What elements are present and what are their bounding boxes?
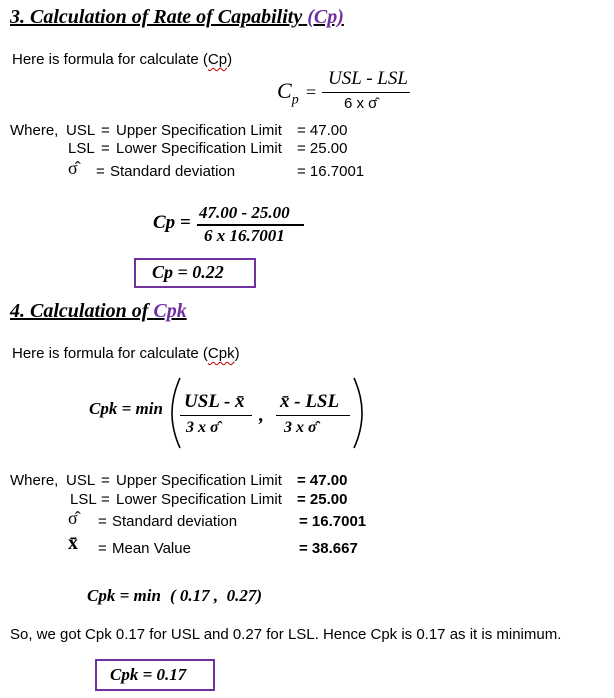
- cp-formula-numerator: USL - LSL: [328, 68, 408, 89]
- cpk-frac1-line: [180, 415, 252, 416]
- cp-calc-denominator: 6 x 16.7001: [204, 226, 285, 245]
- left-paren-icon: [162, 376, 184, 450]
- s4-def-sigma-eq: =: [98, 513, 107, 530]
- s3-def-sigma-value: = 16.7001: [297, 163, 365, 180]
- section3-heading-accent: (Cp): [307, 6, 344, 28]
- s4-def-mean-eq: =: [98, 540, 107, 557]
- cp-calc-lhs: Cp =: [153, 212, 191, 233]
- s3-def-usl-symbol: USL: [66, 122, 96, 139]
- s3-def-lsl-eq: =: [101, 140, 110, 157]
- cp-formula-fraction-line: [322, 92, 410, 93]
- section3-heading-text: 3. Calculation of Rate of Capability: [10, 6, 303, 28]
- s4-def-lsl-value: = 25.00: [297, 491, 348, 508]
- cpk-frac1-denominator: 3 x σ̂: [186, 419, 219, 436]
- s3-def-usl-value: = 47.00: [297, 122, 348, 139]
- section4-where-label: Where,: [10, 472, 59, 489]
- s3-def-usl-meaning: Upper Specification Limit: [116, 122, 282, 139]
- cpk-calc-values: ( 0.17 , 0.27): [170, 586, 263, 605]
- s3-def-lsl-value: = 25.00: [297, 140, 348, 157]
- section4-heading-accent: Cpk: [153, 300, 187, 322]
- cpk-frac2-line: [276, 415, 350, 416]
- cpk-result: Cpk = 0.17: [110, 665, 187, 684]
- s4-def-lsl-symbol: LSL: [70, 491, 97, 508]
- cp-formula-eq: =: [306, 82, 317, 102]
- s3-def-lsl-symbol: LSL: [68, 140, 95, 157]
- cpk-frac1-numerator: USL - x̄: [184, 391, 245, 412]
- cp-formula-lhs-c: C: [277, 78, 292, 103]
- s4-def-usl-value: = 47.00: [297, 472, 348, 489]
- s4-def-usl-symbol: USL: [66, 472, 96, 489]
- cpk-frac2-numerator: x̄ - LSL: [280, 391, 340, 412]
- s4-def-sigma-value: = 16.7001: [299, 513, 367, 530]
- section3-intro-suffix: ): [227, 51, 233, 68]
- cp-formula-denominator: 6 x σ̂: [344, 95, 378, 112]
- s4-def-usl-meaning: Upper Specification Limit: [116, 472, 282, 489]
- cp-formula-lhs-sub: p: [291, 92, 299, 108]
- s3-def-sigma-meaning: Standard deviation: [110, 163, 236, 180]
- cpk-conclusion: So, we got Cpk 0.17 for USL and 0.27 for LSL. Hence Cpk is 0.17 as it is minimum.: [10, 626, 562, 643]
- s3-def-lsl-meaning: Lower Specification Limit: [116, 140, 282, 157]
- s4-def-mean-value: = 38.667: [299, 540, 358, 557]
- right-paren-icon: [350, 376, 372, 450]
- section4-intro-prefix: Here is formula for calculate (: [12, 345, 208, 362]
- s4-def-mean-meaning: Mean Value: [112, 540, 191, 557]
- s4-def-lsl-eq: =: [101, 491, 110, 508]
- section4-heading: [10, 300, 187, 323]
- cp-result: Cp = 0.22: [152, 262, 224, 282]
- cpk-frac2-denominator: 3 x σ̂: [284, 419, 317, 436]
- s4-def-sigma-symbol: σ̂: [68, 508, 78, 528]
- cp-calc-numerator: 47.00 - 25.00: [199, 203, 290, 222]
- section3-where-label: Where,: [10, 122, 59, 139]
- cp-formula-lhs: [277, 78, 299, 108]
- cpk-formula-lhs: Cpk = min: [89, 399, 163, 418]
- section3-heading: [10, 6, 344, 29]
- s4-def-usl-eq: =: [101, 472, 110, 489]
- section3-intro: [12, 51, 232, 68]
- s3-def-sigma-symbol: σ̂: [68, 158, 78, 178]
- s4-def-mean-symbol: x̄: [68, 532, 78, 554]
- section3-intro-prefix: Here is formula for calculate (: [12, 51, 208, 68]
- s3-def-sigma-eq: =: [96, 163, 105, 180]
- s4-def-lsl-meaning: Lower Specification Limit: [116, 491, 282, 508]
- cpk-formula-comma: ,: [259, 404, 264, 426]
- section4-heading-text: 4. Calculation of: [10, 300, 149, 322]
- section4-intro-suffix: ): [234, 345, 240, 362]
- section4-intro: [12, 345, 240, 362]
- cpk-calc-lhs: Cpk = min: [87, 586, 161, 605]
- section3-intro-code: Cp: [207, 51, 228, 68]
- s4-def-sigma-meaning: Standard deviation: [112, 513, 238, 530]
- section4-intro-code: Cpk: [207, 345, 235, 362]
- s3-def-usl-eq: =: [101, 122, 110, 139]
